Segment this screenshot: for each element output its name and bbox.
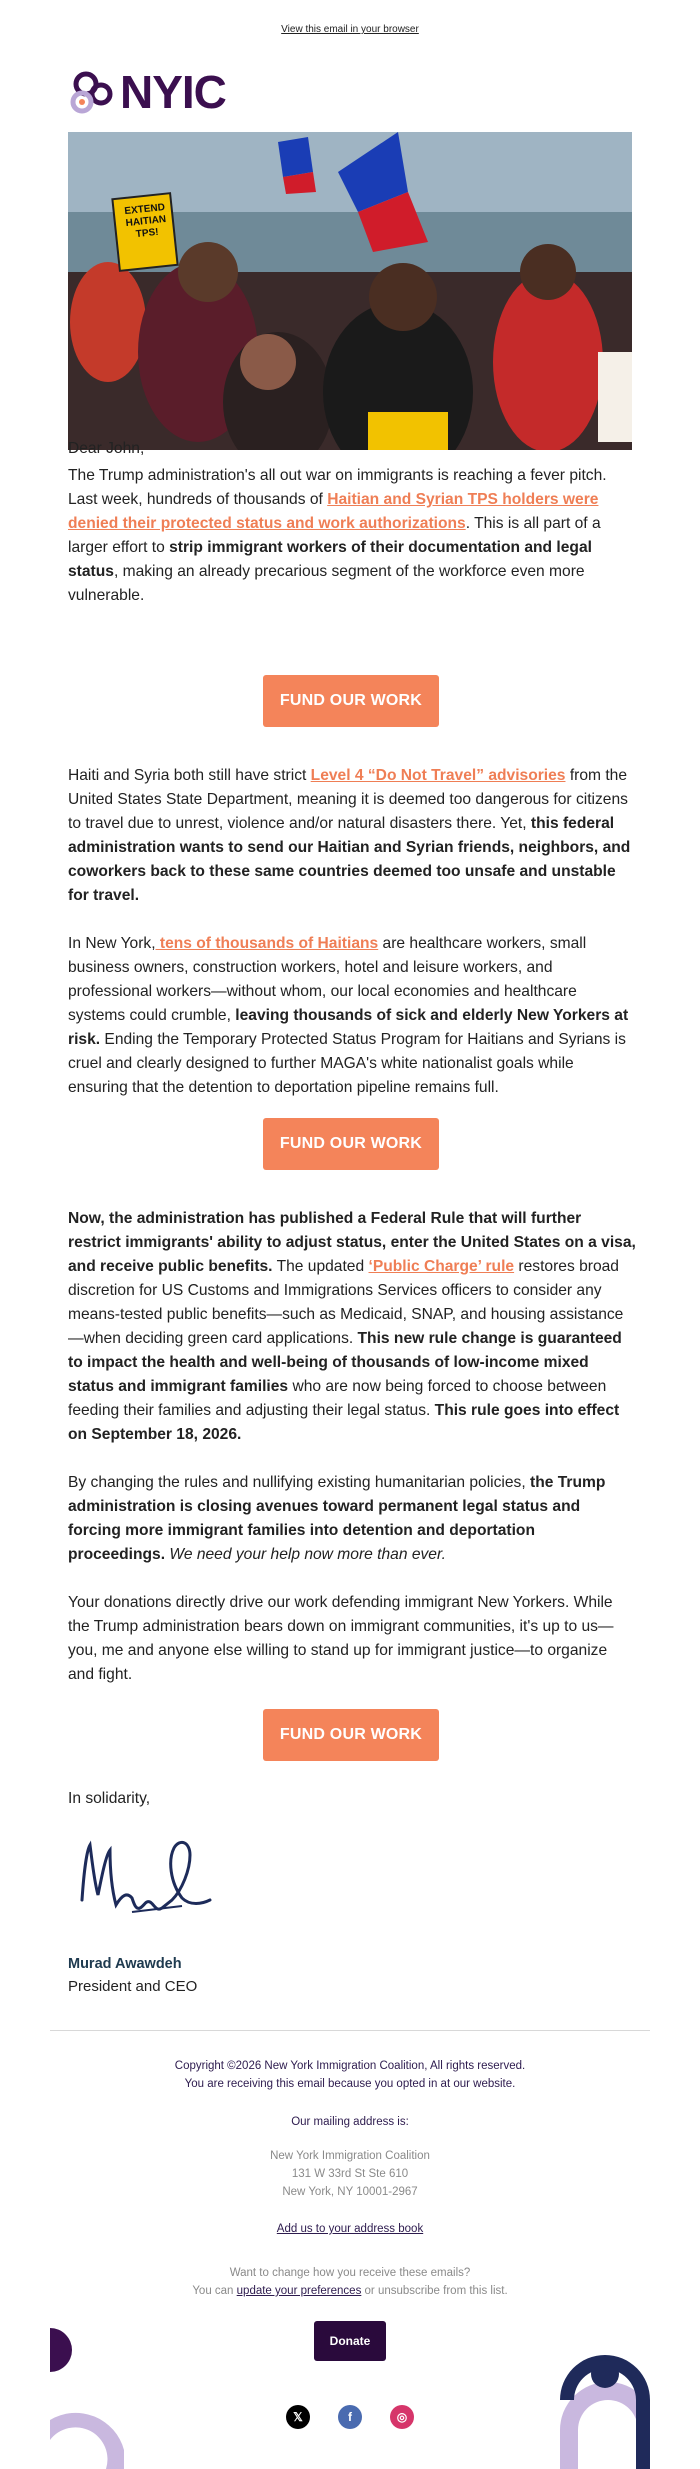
change-preferences-question: Want to change how you receive these emails? — [229, 2267, 471, 2279]
paragraph-5 — [68, 1471, 636, 1567]
p4-text-a: The updated — [272, 1258, 369, 1275]
p4-text-b: restores broad discretion for US Customs and Immigrations Services officers to consider any means-tested public benefits—such as Medicaid, SNAP, and housing assistance—when deciding green card applications. — [68, 1258, 624, 1347]
p2-text-a: Haiti and Syria both still have strict — [68, 767, 311, 784]
p4-bold-3: This rule goes into effect on September 18, 2026. — [68, 1402, 620, 1443]
p5-bold: the Trump administration is closing avenues toward permanent legal status and forcing more immigrant families into detention and deportation proceedings. — [68, 1474, 606, 1563]
haitians-link[interactable]: tens of thousands of Haitians — [155, 935, 379, 952]
p5-text-a: By changing the rules and nullifying existing humanitarian policies, — [68, 1474, 531, 1491]
decorative-shape-right-icon — [520, 2340, 650, 2469]
p1-text-a: The Trump administration's all out war on immigrants is reaching a fever pitch. Last week, hundreds of thousands of — [68, 467, 607, 508]
unsubscribe-text[interactable]: or unsubscribe from this list. — [361, 2285, 508, 2297]
p3-text-a: In New York, — [68, 935, 156, 952]
update-preferences-link[interactable]: update your preferences — [236, 2285, 362, 2297]
p1-text-b: . This is all part of a larger effort to — [68, 515, 601, 556]
mailing-address-label: Our mailing address is: — [291, 2116, 409, 2128]
paragraph-4 — [68, 1207, 636, 1447]
add-to-address-book-link[interactable]: Add us to your address book — [276, 2223, 424, 2235]
facebook-icon[interactable]: f — [338, 2405, 362, 2429]
decorative-shape-left-icon — [50, 2290, 130, 2469]
signer-name: Murad Awawdeh — [68, 1956, 182, 1972]
fund-our-work-button-3[interactable]: FUND OUR WORK — [263, 1709, 439, 1761]
address-line-3: New York, NY 10001-2967 — [282, 2186, 418, 2198]
address-book-row — [0, 2220, 700, 2238]
p4-bold-1: Now, the administration has published a Federal Rule that will further restrict immigrants' ability to adjust status, enter the United States on a visa, and receive public benefits. — [68, 1210, 636, 1275]
p4-text-c: who are now being forced to choose between feeding their families and adjusting their legal status. — [68, 1378, 607, 1419]
address-line-1: New York Immigration Coalition — [270, 2150, 430, 2162]
fund-our-work-button-2[interactable]: FUND OUR WORK — [263, 1118, 439, 1170]
fund-our-work-button-1[interactable]: FUND OUR WORK — [263, 675, 439, 727]
p4-bold-2: This new rule change is guaranteed to impact the health and well-being of thousands of low-income mixed status and immigrant families — [68, 1330, 622, 1395]
opted-in-notice: You are receiving this email because you opted in at our website. — [184, 2078, 516, 2090]
logo-wordmark: NYIC — [120, 66, 226, 118]
nyic-logo[interactable] — [68, 66, 226, 118]
paragraph-3 — [68, 932, 636, 1100]
view-in-browser-link[interactable]: View this email in your browser — [281, 24, 419, 35]
p3-bold: leaving thousands of sick and elderly New Yorkers at risk. — [68, 1007, 629, 1048]
you-can-text: You can — [192, 2285, 237, 2297]
paragraph-1 — [68, 464, 636, 608]
p3-text-c: Ending the Temporary Protected Status Program for Haitians and Syrians is cruel and clearly designed to further MAGA's white nationalist goals while ensuring that the detention to deportation pipeline remains full. — [68, 1031, 626, 1096]
footer-divider — [50, 2030, 650, 2031]
p2-bold: this federal administration wants to send our Haitian and Syrian friends, neighbors, and coworkers back to these same countries deemed too unsafe and unstable for travel. — [68, 815, 631, 904]
paragraph-6: Your donations directly drive our work defending immigrant New Yorkers. While the Trump administration bears down on immigrant communities, it's up to us—you, me and anyone else willing to stand up for immigrant justice—to organize and fight. — [68, 1594, 614, 1683]
p1-bold: strip immigrant workers of their documentation and legal status — [68, 539, 592, 580]
travel-advisory-link[interactable]: Level 4 “Do Not Travel” advisories — [310, 767, 566, 784]
public-charge-link[interactable]: ‘Public Charge’ rule — [368, 1258, 515, 1275]
x-icon[interactable]: 𝕏 — [286, 2405, 310, 2429]
paragraph-2 — [68, 764, 636, 908]
copyright: Copyright ©2026 New York Immigration Coalition, All rights reserved. — [174, 2060, 526, 2072]
tps-denied-link[interactable]: Haitian and Syrian TPS holders were denied their protected status and work authorizations — [68, 491, 599, 532]
p3-text-b: are healthcare workers, small business owners, construction workers, hotel and leisure workers, and professional workers—without whom, our local economies and healthcare systems could crumble, — [68, 935, 587, 1024]
signature-image — [72, 1820, 222, 1930]
greeting: Dear John, — [68, 440, 145, 457]
address-line-2: 131 W 33rd St Ste 610 — [291, 2168, 409, 2180]
hero-protest-sign: EXTEND HAITIAN TPS! — [123, 201, 167, 241]
closing: In solidarity, — [68, 1790, 151, 1807]
p5-italic: We need your help now more than ever. — [165, 1546, 446, 1563]
p1-text-c: , making an already precarious segment of the workforce even more vulnerable. — [68, 563, 585, 604]
hero-photo — [68, 132, 632, 450]
p2-text-b: from the United States State Department, meaning it is deemed too dangerous for citizens to travel due to unrest, violence and/or natural disasters there. Yet, — [68, 767, 628, 832]
nyic-logo-mark-icon — [68, 68, 116, 116]
instagram-icon[interactable]: ◎ — [390, 2405, 414, 2429]
donate-button[interactable]: Donate — [314, 2321, 386, 2361]
signer-title: President and CEO — [68, 1978, 198, 1995]
